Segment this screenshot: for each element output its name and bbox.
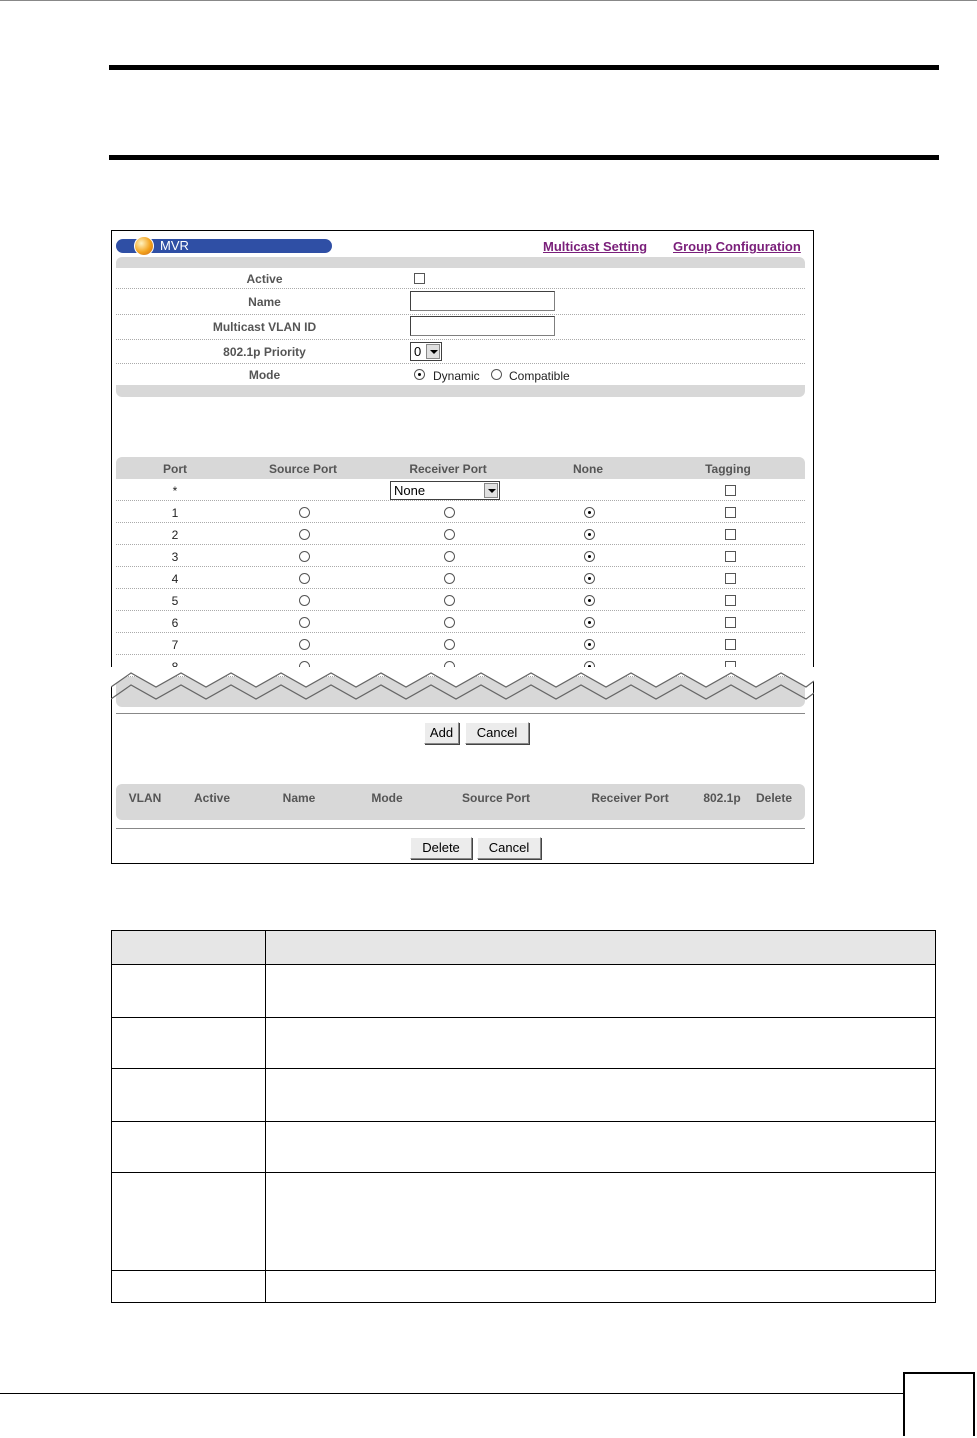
- active-label: Active: [246, 272, 283, 286]
- port-number: 2: [171, 528, 179, 542]
- source-port-radio[interactable]: [299, 529, 310, 540]
- table-cell: [112, 1069, 266, 1122]
- vlan-id-input[interactable]: [410, 316, 555, 336]
- mode-dynamic-radio[interactable]: [414, 369, 425, 380]
- port-row: [116, 545, 805, 567]
- priority-select[interactable]: [410, 342, 442, 361]
- table-cell: [112, 965, 266, 1018]
- port-number: 5: [171, 594, 179, 608]
- tagging-header: Tagging: [705, 462, 751, 476]
- name-input[interactable]: [410, 291, 555, 311]
- table-cell: [112, 1122, 266, 1173]
- table-cell: [266, 965, 936, 1018]
- none-header: None: [573, 462, 603, 476]
- source-port-radio[interactable]: [299, 573, 310, 584]
- receiver-port-radio[interactable]: [444, 595, 455, 606]
- priority-header: 802.1p: [703, 791, 741, 805]
- source-port-radio[interactable]: [299, 639, 310, 650]
- name-label: Name: [248, 295, 281, 309]
- receiver-port-all-value: None: [394, 483, 426, 498]
- none-radio[interactable]: [584, 551, 595, 562]
- multicast-setting-link[interactable]: Multicast Setting: [543, 239, 648, 254]
- receiver-port-radio[interactable]: [444, 529, 455, 540]
- table-header-cell: [112, 931, 266, 965]
- footer-rule: [0, 1393, 903, 1394]
- tagging-checkbox[interactable]: [725, 595, 736, 606]
- none-radio[interactable]: [584, 507, 595, 518]
- receiver-port-radio[interactable]: [444, 507, 455, 518]
- table-cell: [112, 1173, 266, 1271]
- active-header: Active: [193, 791, 231, 805]
- section-rule-bottom: [109, 155, 939, 160]
- table-cell: [266, 1173, 936, 1271]
- none-radio[interactable]: [584, 617, 595, 628]
- priority-value: 0: [414, 344, 422, 359]
- table-header-row: [112, 931, 936, 965]
- cancel-button[interactable]: Cancel: [477, 837, 541, 859]
- source-port-radio[interactable]: [299, 617, 310, 628]
- mode-compatible-label: Compatible: [509, 369, 570, 383]
- top-rule: [0, 0, 977, 1]
- receiver-port-header: Receiver Port: [409, 462, 487, 476]
- mode-compatible-radio[interactable]: [491, 369, 502, 380]
- receiver-port-radio[interactable]: [444, 617, 455, 628]
- chevron-down-icon: [484, 483, 498, 498]
- add-button[interactable]: Add: [424, 722, 459, 744]
- table-cell: [266, 1069, 936, 1122]
- separator: [116, 713, 805, 714]
- orb-icon: [134, 236, 154, 256]
- active-checkbox[interactable]: [414, 273, 425, 284]
- none-radio[interactable]: [584, 529, 595, 540]
- table-cell: [266, 1018, 936, 1069]
- receiver-port-radio[interactable]: [444, 573, 455, 584]
- source-port-header: Source Port: [461, 791, 530, 805]
- tagging-checkbox[interactable]: [725, 573, 736, 584]
- table-row: [112, 965, 936, 1018]
- receiver-port-radio[interactable]: [444, 639, 455, 650]
- port-row: [116, 611, 805, 633]
- tagging-checkbox[interactable]: [725, 507, 736, 518]
- port-header: Port: [163, 462, 187, 476]
- page-number-box: [903, 1372, 975, 1436]
- receiver-port-all-select[interactable]: [390, 481, 500, 500]
- table-row: [112, 1069, 936, 1122]
- port-row: [116, 523, 805, 545]
- tagging-checkbox[interactable]: [725, 617, 736, 628]
- vlan-id-label: Multicast VLAN ID: [212, 320, 317, 334]
- source-port-radio[interactable]: [299, 507, 310, 518]
- none-radio[interactable]: [584, 595, 595, 606]
- port-number: 3: [171, 550, 179, 564]
- port-row: [116, 633, 805, 655]
- section-rule-top: [109, 65, 939, 70]
- table-cell: [112, 1271, 266, 1303]
- group-configuration-link[interactable]: Group Configuration: [673, 239, 801, 254]
- description-table: [111, 930, 936, 1303]
- port-number: 1: [171, 506, 179, 520]
- receiver-port-header: Receiver Port: [591, 791, 669, 805]
- table-cell: [112, 1018, 266, 1069]
- port-number: 4: [171, 572, 179, 586]
- none-radio[interactable]: [584, 573, 595, 584]
- receiver-port-radio[interactable]: [444, 551, 455, 562]
- mode-dynamic-label: Dynamic: [433, 369, 480, 383]
- table-cell: [266, 1271, 936, 1303]
- table-row: [112, 1122, 936, 1173]
- port-row: [116, 589, 805, 611]
- chevron-down-icon: [426, 344, 440, 359]
- table-cell: [266, 1122, 936, 1173]
- mode-label: Mode: [248, 368, 281, 382]
- torn-edge: [111, 667, 814, 703]
- all-ports-label: *: [172, 484, 178, 498]
- tagging-all-checkbox[interactable]: [725, 485, 736, 496]
- port-number: 6: [171, 616, 179, 630]
- port-row: [116, 567, 805, 589]
- source-port-header: Source Port: [268, 462, 337, 476]
- tagging-checkbox[interactable]: [725, 639, 736, 650]
- vlan-header: VLAN: [128, 791, 162, 805]
- priority-label: 802.1p Priority: [223, 345, 306, 359]
- port-number: 7: [171, 638, 179, 652]
- screen-title: MVR: [160, 238, 189, 253]
- tagging-checkbox[interactable]: [725, 551, 736, 562]
- table-row: [112, 1173, 936, 1271]
- none-radio[interactable]: [584, 639, 595, 650]
- table-header-cell: [266, 931, 936, 965]
- delete-button[interactable]: Delete: [410, 837, 472, 859]
- mode-header: Mode: [371, 791, 403, 805]
- table-row: [112, 1018, 936, 1069]
- mvr-screen: [111, 230, 814, 864]
- separator: [116, 828, 805, 829]
- port-row: [116, 501, 805, 523]
- delete-header: Delete: [755, 791, 793, 805]
- source-port-radio[interactable]: [299, 551, 310, 562]
- cancel-button[interactable]: Cancel: [465, 722, 529, 744]
- source-port-radio[interactable]: [299, 595, 310, 606]
- table-row: [112, 1271, 936, 1303]
- tagging-checkbox[interactable]: [725, 529, 736, 540]
- name-header: Name: [282, 791, 316, 805]
